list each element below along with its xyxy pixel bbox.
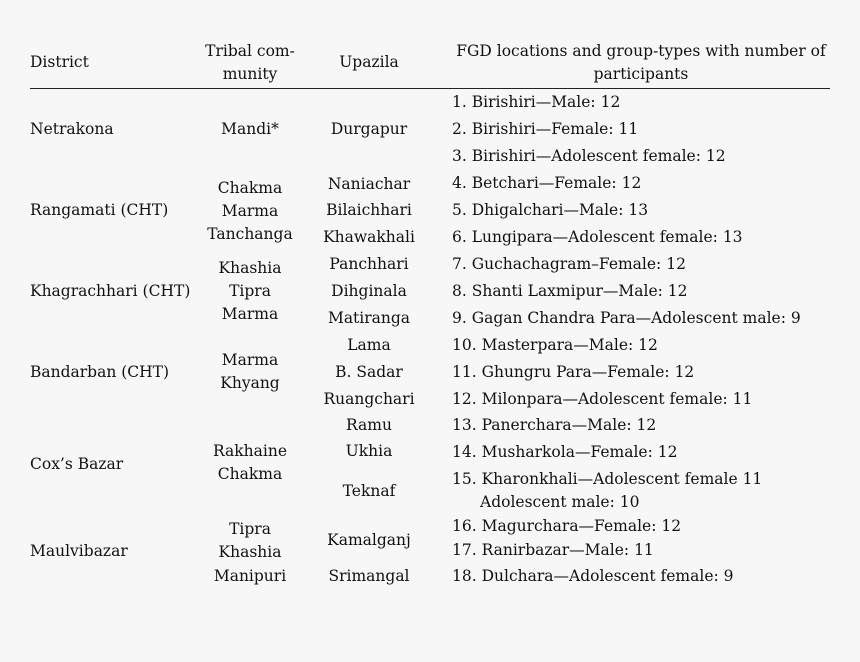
upazila-cell: Ukhia [345, 442, 393, 460]
district-cell: Netrakona [30, 120, 114, 138]
fgd-cell: 14. Musharkola—Female: 12 [452, 443, 678, 461]
header-district: District [30, 53, 89, 71]
district-cell: Cox’s Bazar [30, 455, 124, 473]
fgd-cell-continuation: Adolescent male: 10 [480, 493, 640, 511]
fgd-cell: 1. Birishiri—Male: 12 [452, 93, 621, 111]
fgd-cell: 8. Shanti Laxmipur—Male: 12 [452, 282, 688, 300]
fgd-cell: 17. Ranirbazar—Male: 11 [452, 541, 654, 559]
upazila-cell: Ruangchari [323, 390, 415, 408]
tribal-community-cell: Khyang [220, 374, 280, 392]
tribal-community-cell: Tipra [229, 282, 271, 300]
header-fgd-line1: FGD locations and group-types with number of [456, 42, 826, 60]
fgd-cell: 4. Betchari—Female: 12 [452, 174, 642, 192]
upazila-cell: Durgapur [330, 120, 408, 138]
tribal-community-cell: Khashia [218, 259, 282, 277]
upazila-cell: Srimangal [328, 567, 410, 585]
header-tribal-community-line2: munity [222, 65, 278, 83]
header-rule [30, 88, 830, 89]
upazila-cell: Khawakhali [323, 228, 415, 246]
tribal-community-cell: Mandi* [221, 120, 279, 138]
district-cell: Bandarban (CHT) [30, 363, 170, 381]
tribal-community-cell: Marma [221, 351, 279, 369]
upazila-cell: Ramu [346, 416, 392, 434]
upazila-cell: B. Sadar [335, 363, 403, 381]
fgd-cell: 15. Kharonkhali—Adolescent female 11 [452, 470, 763, 488]
district-cell: Khagrachhari (CHT) [30, 282, 191, 300]
fgd-cell: 5. Dhigalchari—Male: 13 [452, 201, 649, 219]
tribal-community-cell: Chakma [217, 179, 283, 197]
fgd-cell: 3. Birishiri—Adolescent female: 12 [452, 147, 726, 165]
tribal-community-cell: Rakhaine [213, 442, 287, 460]
fgd-cell: 10. Masterpara—Male: 12 [452, 336, 658, 354]
tribal-community-cell: Manipuri [213, 567, 287, 585]
upazila-cell: Naniachar [327, 175, 411, 193]
upazila-cell: Bilaichhari [326, 201, 412, 219]
tribal-community-cell: Tanchanga [207, 225, 293, 243]
header-upazila: Upazila [339, 53, 399, 71]
tribal-community-cell: Chakma [217, 465, 283, 483]
tribal-community-cell: Khashia [218, 543, 282, 561]
upazila-cell: Teknaf [342, 482, 396, 500]
district-cell: Rangamati (CHT) [30, 201, 169, 219]
fgd-cell: 13. Panerchara—Male: 12 [452, 416, 657, 434]
fgd-cell: 6. Lungipara—Adolescent female: 13 [452, 228, 743, 246]
upazila-cell: Lama [347, 336, 391, 354]
fgd-cell: 11. Ghungru Para—Female: 12 [452, 363, 695, 381]
header-fgd-line2: participants [593, 65, 689, 83]
tribal-community-cell: Marma [221, 202, 279, 220]
fgd-cell: 2. Birishiri—Female: 11 [452, 120, 639, 138]
fgd-cell: 18. Dulchara—Adolescent female: 9 [452, 567, 734, 585]
district-cell: Maulvibazar [30, 542, 128, 560]
fgd-cell: 7. Guchachagram–Female: 12 [452, 255, 686, 273]
tribal-community-cell: Tipra [229, 520, 271, 538]
fgd-cell: 12. Milonpara—Adolescent female: 11 [452, 390, 753, 408]
upazila-cell: Dihginala [331, 282, 407, 300]
fgd-cell: 9. Gagan Chandra Para—Adolescent male: 9 [452, 309, 801, 327]
upazila-cell: Matiranga [327, 309, 411, 327]
fgd-cell: 16. Magurchara—Female: 12 [452, 517, 682, 535]
upazila-cell: Kamalganj [327, 531, 411, 549]
header-tribal-community-line1: Tribal com- [205, 42, 295, 60]
tribal-community-cell: Marma [221, 305, 279, 323]
upazila-cell: Panchhari [329, 255, 409, 273]
